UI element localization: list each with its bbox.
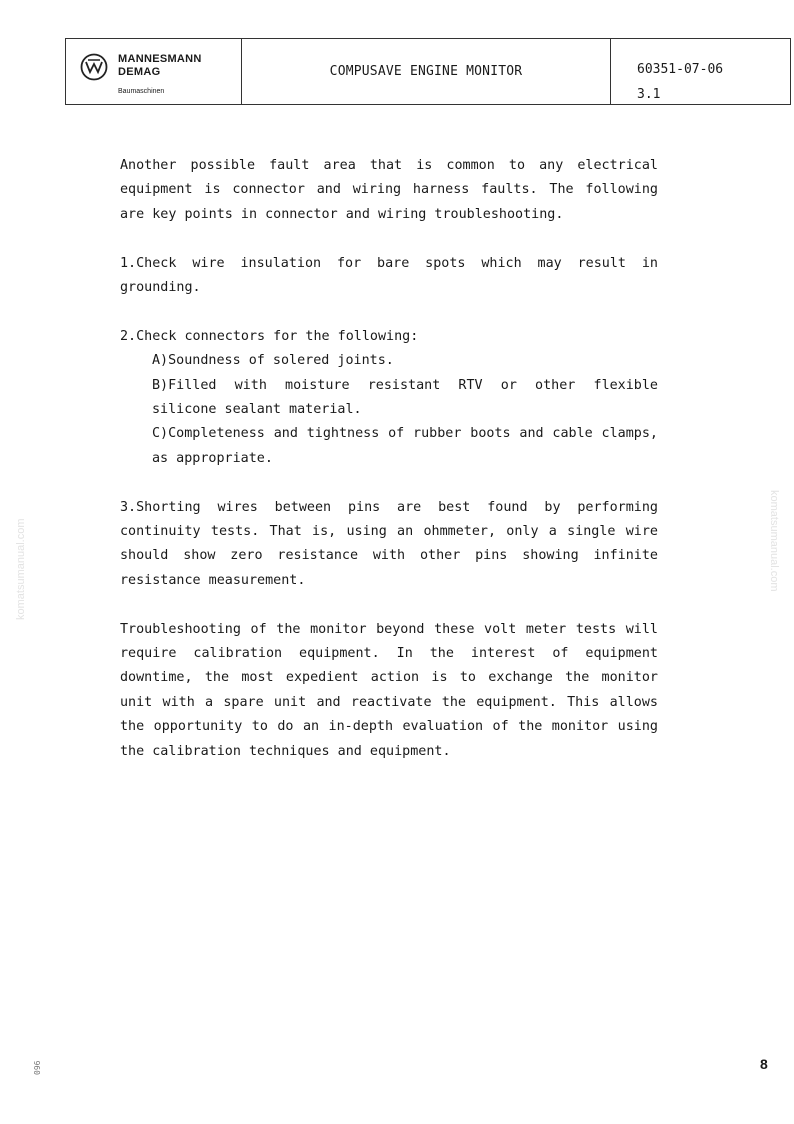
- header-logo-cell: [66, 39, 242, 104]
- brand-name-line1: MANNESMANN: [118, 53, 202, 65]
- brand-subtitle: Baumaschinen: [118, 88, 165, 95]
- mannesmann-logo-icon: [80, 53, 108, 81]
- paragraph-gap: [120, 227, 658, 251]
- section-number: 3.1: [637, 87, 661, 102]
- document-number: 60351-07-06: [637, 62, 724, 77]
- document-title: COMPUSAVE ENGINE MONITOR: [329, 64, 523, 79]
- document-header: [65, 38, 791, 105]
- check-item-2b: B)Filled with moisture resistant RTV or other flexible silicone sealant material.: [152, 377, 658, 418]
- check-item-3: 3.Shorting wires between pins are best found by performing continuity tests. That is, using an ohmmeter, only a single wire should show zero resistance with other pins showing infinite resistance measurement.: [120, 499, 658, 588]
- page-number: 8: [760, 1056, 768, 1072]
- header-title-cell: [242, 39, 611, 104]
- paragraph-gap: [120, 300, 658, 324]
- check-item-1: 1.Check wire insulation for bare spots which may result in grounding.: [120, 255, 658, 296]
- intro-paragraph: Another possible fault area that is common to any electrical equipment is connector and wiring harness faults. The following are key points in connector and wiring troubleshooting.: [120, 158, 658, 222]
- paragraph-gap: [120, 471, 658, 495]
- watermark-left: komatsumanual.com: [15, 518, 27, 620]
- brand-name-line2: DEMAG: [118, 66, 161, 78]
- header-reference-cell: [611, 39, 790, 104]
- document-body: [120, 154, 658, 764]
- check-item-2c: C)Completeness and tightness of rubber boots and cable clamps, as appropriate.: [152, 426, 658, 466]
- check-item-2a: A)Soundness of solered joints.: [152, 353, 394, 369]
- side-code: 096: [33, 1060, 42, 1075]
- paragraph-gap: [120, 593, 658, 617]
- closing-paragraph: Troubleshooting of the monitor beyond these volt meter tests will require calibration equipment. In the interest of equipment downtime, the most expedient action is to exchange the monitor unit with a spare unit and reactivate the equipment. This allows the opportunity to do an in-depth evaluation of the monitor using the calibration techniques and equipment.: [120, 621, 658, 759]
- watermark-right: komatsumanual.com: [768, 490, 780, 592]
- check-item-2: 2.Check connectors for the following:: [120, 328, 419, 344]
